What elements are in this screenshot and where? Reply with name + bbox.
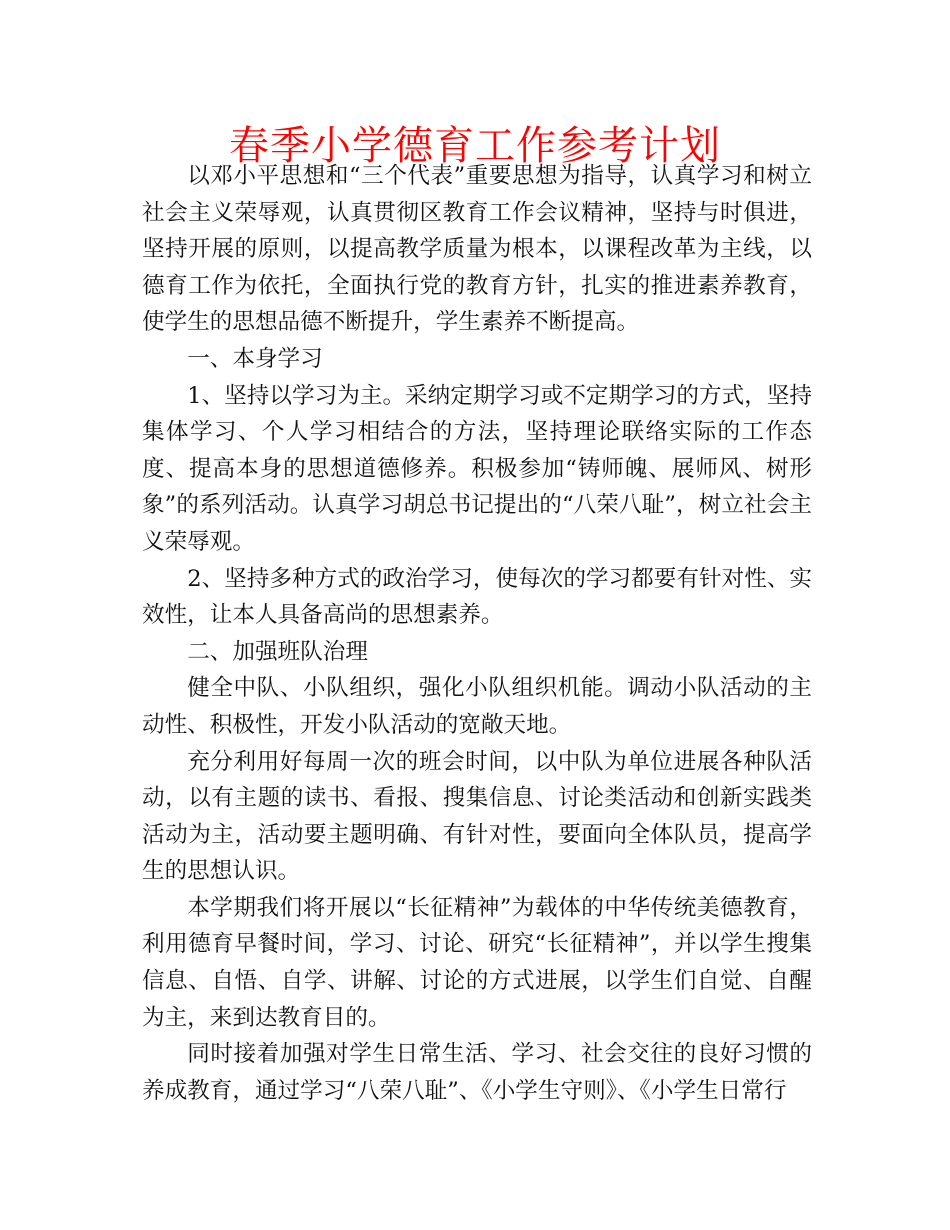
paragraph-habit-education: 同时接着加强对学生日常生活、学习、社会交往的良好习惯的养成教育，通过学习“八荣八耻”、《小学生守则》、《小学生日常行 <box>142 1041 812 1104</box>
paragraph-long-march-spirit: 本学期我们将开展以“长征精神”为载体的中华传统美德教育，利用德育早餐时间，学习、讨论、研究“长征精神”，并以学生搜集信息、自悟、自学、讲解、讨论的方式进展，以学生们自觉、自醒为主，来到达教育目的。 <box>142 894 812 1031</box>
paragraph-class-meeting: 充分利用好每周一次的班会时间，以中队为单位进展各种队活动，以有主题的读书、看报、搜集信息、讨论类活动和创新实践类活动为主，活动要主题明确、有针对性，要面向全体队员，提高学生的思想认识。 <box>142 748 812 885</box>
paragraph-item-1: 1、坚持以学习为主。采纳定期学习或不定期学习的方式，坚持集体学习、个人学习相结合的方法，坚持理论联络实际的工作态度、提高本身的思想道德修养。积极参加“铸师魄、展师风、树形象”的系列活动。认真学习胡总书记提出的“八荣八耻”，树立社会主义荣辱观。 <box>142 382 812 555</box>
paragraph-squad-organization: 健全中队、小队组织，强化小队组织机能。调动小队活动的主动性、积极性，开发小队活动的宽敞天地。 <box>142 675 812 738</box>
document-title: 春季小学德育工作参考计划 <box>229 123 721 169</box>
paragraph-item-2: 2、坚持多种方式的政治学习，使每次的学习都要有针对性、实效性，让本人具备高尚的思想素养。 <box>142 565 812 629</box>
section-heading-class-management: 二、加强班队治理 <box>187 638 368 665</box>
document-body <box>142 158 812 1109</box>
section-heading-self-study: 一、本身学习 <box>187 345 323 372</box>
paragraph-intro: 以邓小平思想和“三个代表”重要思想为指导，认真学习和树立社会主义荣辱观，认真贯彻区教育工作会议精神，坚持与时俱进，坚持开展的原则，以提高教学质量为根本，以课程改革为主线，以德育工作为依托，全面执行党的教育方针，扎实的推进素养教育，使学生的思想品德不断提升，学生素养不断提高。 <box>142 163 812 336</box>
